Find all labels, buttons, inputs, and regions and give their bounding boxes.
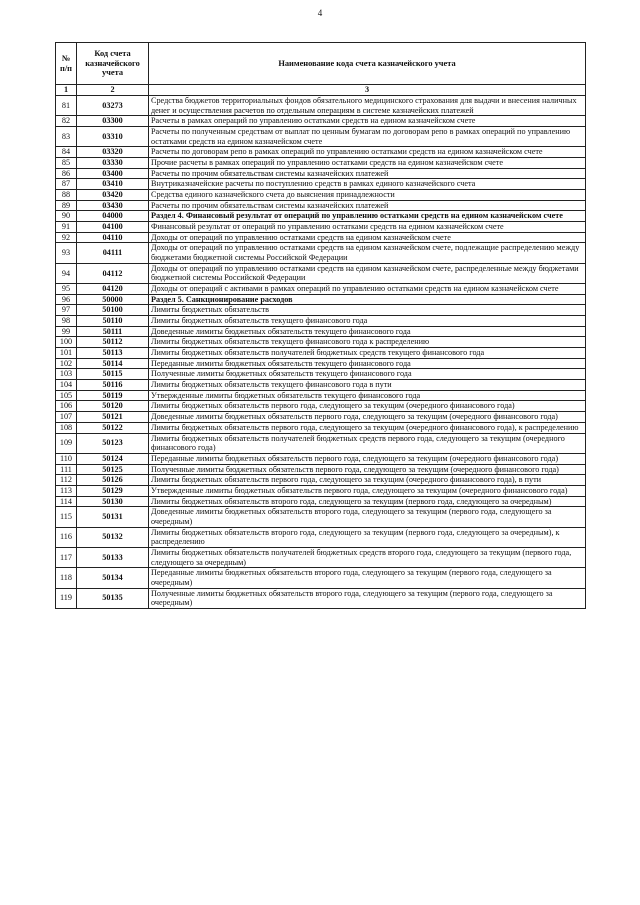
account-name: Переданные лимиты бюджетных обязательств текущего финансового года [149, 358, 586, 369]
account-name: Доведенные лимиты бюджетных обязательств текущего финансового года [149, 326, 586, 337]
account-code: 04120 [77, 284, 149, 295]
header-number: № п/п [56, 43, 77, 85]
row-number: 84 [56, 147, 77, 158]
account-name: Полученные лимиты бюджетных обязательств первого года, следующего за текущим (очередного финансового года) [149, 464, 586, 475]
row-number: 119 [56, 588, 77, 608]
row-number: 102 [56, 358, 77, 369]
table-row [56, 527, 586, 547]
table-row [56, 337, 586, 348]
row-number: 117 [56, 547, 77, 567]
account-name: Расчеты по полученным средствам от выплат по ценным бумагам по договорам репо в рамках операций по управлению остатками средств на едином казначейском счете [149, 127, 586, 147]
table-row [56, 263, 586, 283]
account-name: Переданные лимиты бюджетных обязательств первого года, следующего за текущим (очередного финансового года) [149, 453, 586, 464]
table-row [56, 369, 586, 380]
row-number: 107 [56, 412, 77, 423]
table-row [56, 547, 586, 567]
account-name: Лимиты бюджетных обязательств получателей бюджетных средств текущего финансового года [149, 348, 586, 359]
row-number: 87 [56, 179, 77, 190]
column-number: 3 [149, 85, 586, 96]
row-number: 89 [56, 200, 77, 211]
account-code: 03420 [77, 190, 149, 201]
account-name: Лимиты бюджетных обязательств второго года, следующего за текущим (первого года, следующего за очередным) [149, 496, 586, 507]
account-name: Лимиты бюджетных обязательств текущего финансового года [149, 316, 586, 327]
table-row [56, 116, 586, 127]
table-row [56, 433, 586, 453]
table-row [56, 147, 586, 158]
row-number: 93 [56, 243, 77, 263]
column-number: 2 [77, 85, 149, 96]
account-name: Лимиты бюджетных обязательств первого года, следующего за текущим (очередного финансового года) [149, 401, 586, 412]
account-code: 03300 [77, 116, 149, 127]
row-number: 85 [56, 158, 77, 169]
row-number: 100 [56, 337, 77, 348]
account-code: 03330 [77, 158, 149, 169]
table-row [56, 380, 586, 391]
account-code: 50125 [77, 464, 149, 475]
account-name: Прочие расчеты в рамках операций по управлению остатками средств на едином казначейском счете [149, 158, 586, 169]
account-code: 50134 [77, 568, 149, 588]
table-row [56, 232, 586, 243]
table-row [56, 588, 586, 608]
account-name: Лимиты бюджетных обязательств [149, 305, 586, 316]
account-code: 50126 [77, 475, 149, 486]
account-code: 04112 [77, 263, 149, 283]
table-row [56, 453, 586, 464]
row-number: 104 [56, 380, 77, 391]
account-name: Раздел 4. Финансовый результат от операций по управлению остатками средств на едином казначейском счете [149, 211, 586, 222]
account-code: 50122 [77, 422, 149, 433]
account-name: Лимиты бюджетных обязательств текущего финансового года к распределению [149, 337, 586, 348]
row-number: 118 [56, 568, 77, 588]
account-name: Утвержденные лимиты бюджетных обязательств первого года, следующего за текущим (очередного финансового года) [149, 485, 586, 496]
table-row [56, 390, 586, 401]
account-name: Средства единого казначейского счета до выяснения принадлежности [149, 190, 586, 201]
account-name: Финансовый результат от операций по управлению остатками средств на едином казначейском счете [149, 222, 586, 233]
row-number: 106 [56, 401, 77, 412]
table-row [56, 496, 586, 507]
account-name: Доведенные лимиты бюджетных обязательств второго года, следующего за текущим (первого года, следующего за очередным) [149, 507, 586, 527]
account-code: 50111 [77, 326, 149, 337]
account-code: 03430 [77, 200, 149, 211]
row-number: 108 [56, 422, 77, 433]
account-code: 50132 [77, 527, 149, 547]
table-row [56, 305, 586, 316]
account-code: 50112 [77, 337, 149, 348]
table-row [56, 326, 586, 337]
header-account-name: Наименование кода счета казначейского учета [149, 43, 586, 85]
account-code: 03400 [77, 168, 149, 179]
column-numbers-row [56, 85, 586, 96]
account-code: 50124 [77, 453, 149, 464]
accounts-table [55, 42, 586, 609]
account-name: Средства бюджетов территориальных фондов обязательного медицинского страхования для выдачи и внесения наличных денег и осуществления расчетов по отдельным операциям в системе казначейских платежей [149, 96, 586, 116]
account-code: 03310 [77, 127, 149, 147]
page-number: 4 [317, 8, 323, 18]
account-name: Полученные лимиты бюджетных обязательств второго года, следующего за текущим (первого года, следующего за очередным) [149, 588, 586, 608]
account-name: Лимиты бюджетных обязательств первого года, следующего за текущим (очередного финансового года), к распределению [149, 422, 586, 433]
row-number: 88 [56, 190, 77, 201]
table-row [56, 179, 586, 190]
account-name: Доходы от операций по управлению остатками средств на едином казначейском счете, подлежащие распределению между бюджетами бюджетной системы Российской Федерации [149, 243, 586, 263]
account-code: 50135 [77, 588, 149, 608]
row-number: 98 [56, 316, 77, 327]
table-row [56, 168, 586, 179]
header-account-code: Код счета казначейского учета [77, 43, 149, 85]
account-name: Доходы от операций по управлению остатками средств на едином казначейском счете [149, 232, 586, 243]
table-row [56, 316, 586, 327]
row-number: 101 [56, 348, 77, 359]
table-header-row [56, 43, 586, 85]
account-code: 03273 [77, 96, 149, 116]
row-number: 92 [56, 232, 77, 243]
account-code: 50133 [77, 547, 149, 567]
account-code: 50121 [77, 412, 149, 423]
table-row [56, 485, 586, 496]
table-row [56, 475, 586, 486]
account-name: Внутриказначейские расчеты по поступлению средств в рамках единого казначейского счета [149, 179, 586, 190]
account-code: 50129 [77, 485, 149, 496]
account-name: Переданные лимиты бюджетных обязательств второго года, следующего за текущим (первого года, следующего за очередным) [149, 568, 586, 588]
row-number: 86 [56, 168, 77, 179]
account-name: Расчеты по договорам репо в рамках операций по управлению остатками средств на едином казначейском счете [149, 147, 586, 158]
account-code: 50110 [77, 316, 149, 327]
account-code: 04111 [77, 243, 149, 263]
row-number: 115 [56, 507, 77, 527]
table-row [56, 211, 586, 222]
table-row [56, 158, 586, 169]
row-number: 110 [56, 453, 77, 464]
row-number: 82 [56, 116, 77, 127]
row-number: 114 [56, 496, 77, 507]
column-number: 1 [56, 85, 77, 96]
account-code: 03410 [77, 179, 149, 190]
account-name: Утвержденные лимиты бюджетных обязательств текущего финансового года [149, 390, 586, 401]
account-code: 50000 [77, 294, 149, 305]
row-number: 91 [56, 222, 77, 233]
row-number: 90 [56, 211, 77, 222]
account-name: Лимиты бюджетных обязательств получателей бюджетных средств второго года, следующего за текущим (первого года, следующего за очередным) [149, 547, 586, 567]
account-name: Раздел 5. Санкционирование расходов [149, 294, 586, 305]
table-row [56, 358, 586, 369]
account-code: 50100 [77, 305, 149, 316]
table-row [56, 412, 586, 423]
account-code: 04110 [77, 232, 149, 243]
account-code: 50116 [77, 380, 149, 391]
account-name: Расчеты в рамках операций по управлению остатками средств на едином казначейском счете [149, 116, 586, 127]
row-number: 116 [56, 527, 77, 547]
row-number: 105 [56, 390, 77, 401]
row-number: 109 [56, 433, 77, 453]
table-row [56, 190, 586, 201]
account-code: 03320 [77, 147, 149, 158]
row-number: 96 [56, 294, 77, 305]
row-number: 81 [56, 96, 77, 116]
table-row [56, 294, 586, 305]
table-body [56, 96, 586, 609]
row-number: 83 [56, 127, 77, 147]
account-name: Доходы от операций по управлению остатками средств на едином казначейском счете, распределенные между бюджетами бюджетной системы Российской Федерации [149, 263, 586, 283]
row-number: 99 [56, 326, 77, 337]
table-row [56, 200, 586, 211]
account-code: 50114 [77, 358, 149, 369]
row-number: 94 [56, 263, 77, 283]
account-code: 50113 [77, 348, 149, 359]
table-row [56, 568, 586, 588]
account-name: Расчеты по прочим обязательствам системы казначейских платежей [149, 168, 586, 179]
account-name: Лимиты бюджетных обязательств второго года, следующего за текущим (первого года, следующего за очередным), к распределению [149, 527, 586, 547]
row-number: 95 [56, 284, 77, 295]
row-number: 112 [56, 475, 77, 486]
row-number: 97 [56, 305, 77, 316]
account-name: Лимиты бюджетных обязательств получателей бюджетных средств первого года, следующего за текущим (очередного финансового года) [149, 433, 586, 453]
table-row [56, 284, 586, 295]
table-row [56, 348, 586, 359]
account-code: 50130 [77, 496, 149, 507]
account-name: Лимиты бюджетных обязательств текущего финансового года в пути [149, 380, 586, 391]
account-code: 50120 [77, 401, 149, 412]
table-row [56, 401, 586, 412]
table-row [56, 96, 586, 116]
account-name: Полученные лимиты бюджетных обязательств текущего финансового года [149, 369, 586, 380]
account-name: Доходы от операций с активами в рамках операций по управлению остатками средств на едином казначейском счете [149, 284, 586, 295]
account-code: 50115 [77, 369, 149, 380]
row-number: 111 [56, 464, 77, 475]
account-name: Расчеты по прочим обязательствам системы казначейских платежей [149, 200, 586, 211]
account-code: 50123 [77, 433, 149, 453]
row-number: 103 [56, 369, 77, 380]
row-number: 113 [56, 485, 77, 496]
account-code: 50119 [77, 390, 149, 401]
account-code: 04000 [77, 211, 149, 222]
account-name: Доведенные лимиты бюджетных обязательств первого года, следующего за текущим (очередного финансового года) [149, 412, 586, 423]
table-row [56, 464, 586, 475]
account-name: Лимиты бюджетных обязательств первого года, следующего за текущим (очередного финансового года), в пути [149, 475, 586, 486]
table-row [56, 422, 586, 433]
table-row [56, 127, 586, 147]
table-row [56, 222, 586, 233]
table-row [56, 243, 586, 263]
table-row [56, 507, 586, 527]
account-code: 04100 [77, 222, 149, 233]
account-code: 50131 [77, 507, 149, 527]
